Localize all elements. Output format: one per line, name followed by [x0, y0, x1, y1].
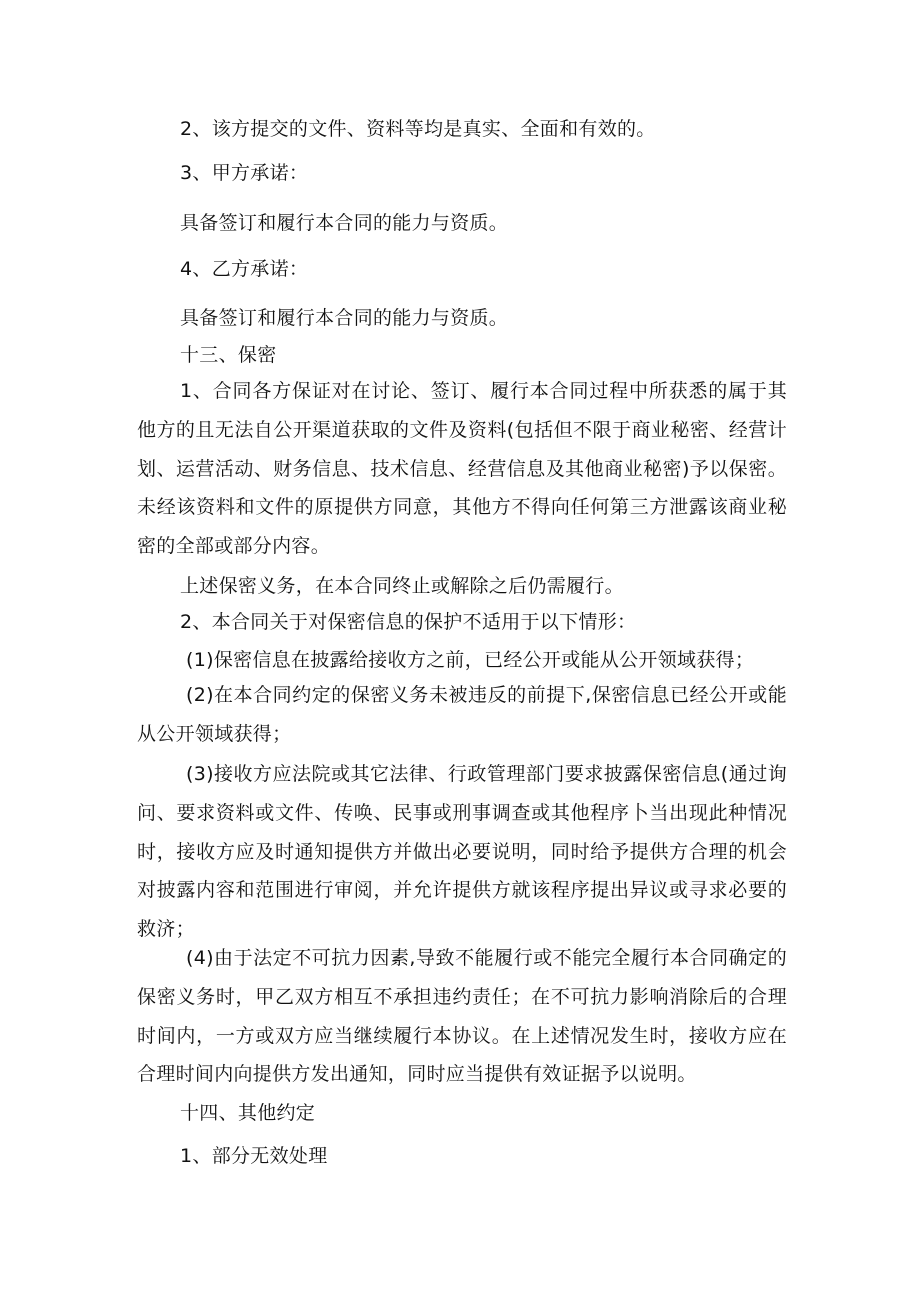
party-b-commitment-heading: 4、乙方承诺：	[180, 258, 309, 280]
exception-item-4: (4)由于法定不可抗力因素,导致不能履行或不能完全履行本合同确定的保密义务时，甲乙双方相互不承担违约责任；在不可抗力影响消除后的合理时间内，一方或双方应当继续履行本协议。在上述情况发生时，接收方应在合理时间内向提供方发出通知，同时应当提供有效证据予以说明。	[137, 947, 787, 1086]
confidentiality-obligation-survival: 上述保密义务，在本合同终止或解除之后仍需履行。	[180, 575, 624, 597]
section-13-heading: 十三、保密	[180, 344, 277, 366]
section-14-item-1: 1、部分无效处理	[180, 1145, 328, 1167]
commitment-line-2: 2、该方提交的文件、资料等均是真实、全面和有效的。	[180, 118, 656, 140]
exception-item-3: (3)接收方应法院或其它法律、行政管理部门要求披露保密信息(通过询问、要求资料或文件、传唤、民事或刑事调查或其他程序卜当出现此种情况时，接收方应及时通知提供方并做出必要说明，同时给予提供方合理的机会对披露内容和范围进行审阅，并允许提供方就该程序提出异议或寻求必要的救济；	[137, 763, 787, 941]
confidentiality-exceptions-heading: 2、本合同关于对保密信息的保护不适用于以下情形：	[180, 611, 637, 633]
exception-item-1: (1)保密信息在披露给接收方之前，已经公开或能从公开领域获得；	[186, 649, 755, 671]
exception-item-2: (2)在本合同约定的保密义务未被违反的前提下,保密信息已经公开或能从公开领域获得；	[137, 684, 787, 745]
party-b-commitment-text: 具备签订和履行本合同的能力与资质。	[180, 307, 509, 329]
party-a-commitment-heading: 3、甲方承诺：	[180, 162, 309, 184]
section-14-heading: 十四、其他约定	[180, 1102, 316, 1124]
confidentiality-paragraph-1: 1、合同各方保证对在讨论、签订、履行本合同过程中所获悉的属于其他方的且无法自公开渠道获取的文件及资料(包括但不限于商业秘密、经营计划、运营活动、财务信息、技术信息、经营信息及其他商业秘密)予以保密。未经该资料和文件的原提供方同意，其他方不得向任何第三方泄露该商业秘密的全部或部分内容。	[137, 380, 787, 558]
party-a-commitment-text: 具备签订和履行本合同的能力与资质。	[180, 212, 509, 234]
